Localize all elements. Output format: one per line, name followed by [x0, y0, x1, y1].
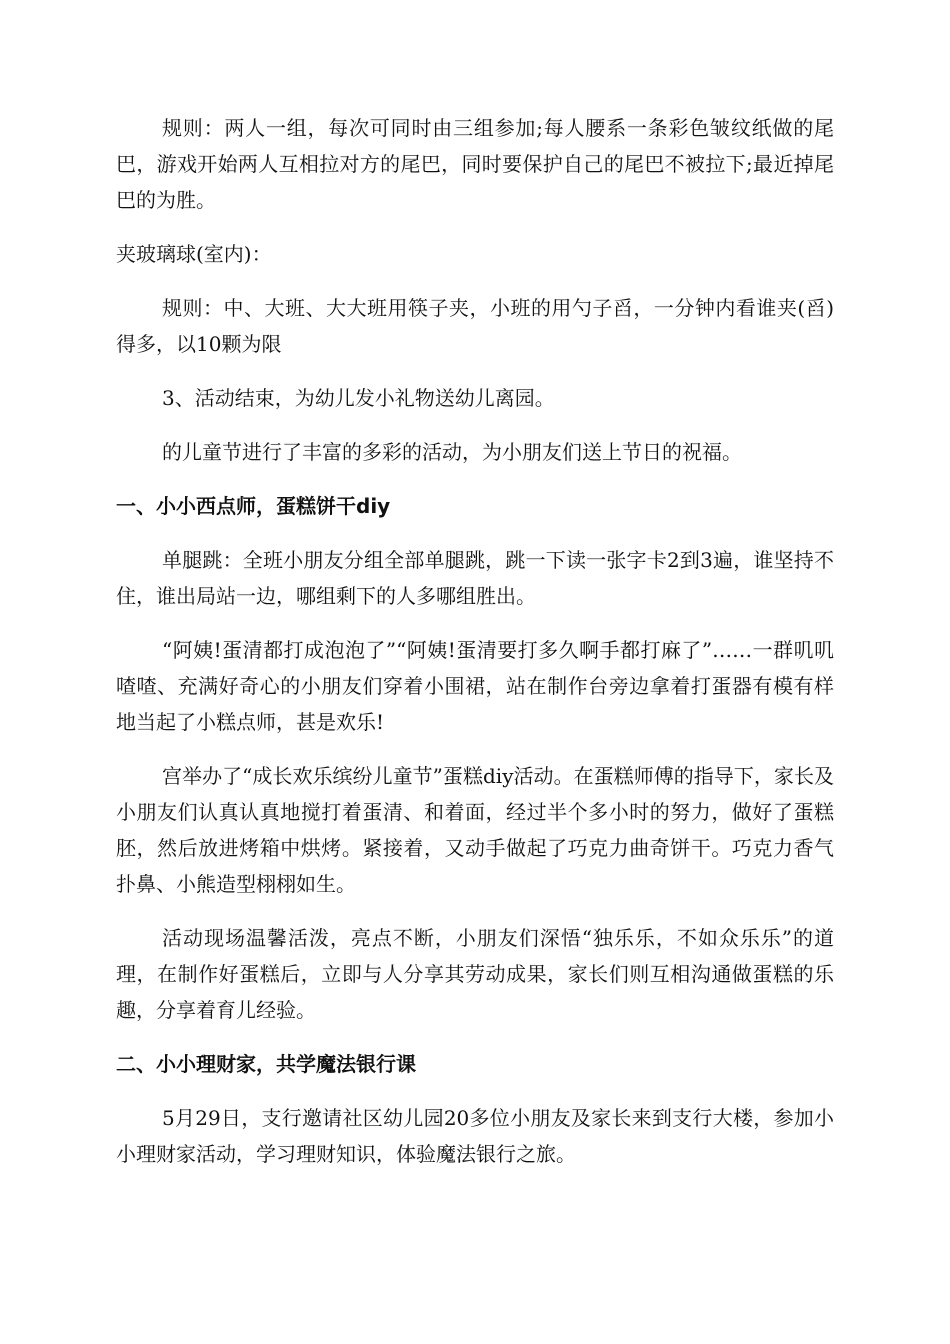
paragraph-tail-pulling-rules: 规则：两人一组，每次可同时由三组参加;每人腰系一条彩色皱纹纸做的尾巴，游戏开始两人互相拉对方的尾巴，同时要保护自己的尾巴不被拉下;最近掉尾巴的为胜。	[116, 116, 834, 212]
paragraph-activity-scene: 活动现场温馨活泼，亮点不断，小朋友们深悟“独乐乐，不如众乐乐”的道理，在制作好蛋糕后，立即与人分享其劳动成果，家长们则互相沟通做蛋糕的乐趣，分享着育儿经验。	[116, 926, 834, 1022]
paragraph-one-leg-jump: 单腿跳：全班小朋友分组全部单腿跳，跳一下读一张字卡2到3遍，谁坚持不住，谁出局站一边，哪组剩下的人多哪组胜出。	[116, 548, 834, 608]
section-heading-finance: 二、小小理财家，共学魔法银行课	[116, 1052, 416, 1076]
paragraph-bank-visit: 5月29日，支行邀请社区幼儿园20多位小朋友及家长来到支行大楼，参加小小理财家活动，学习理财知识，体验魔法银行之旅。	[116, 1106, 834, 1166]
paragraph-glass-ball-title: 夹玻璃球(室内)：	[116, 242, 272, 266]
document-page	[116, 110, 834, 1190]
section-heading-pastry: 一、小小西点师，蛋糕饼干diy	[116, 494, 391, 518]
paragraph-activity-end: 3、活动结束，为幼儿发小礼物送幼儿离园。	[162, 386, 555, 410]
paragraph-childrens-day: 的儿童节进行了丰富的多彩的活动，为小朋友们送上节日的祝福。	[162, 440, 742, 464]
paragraph-glass-ball-rules: 规则：中、大班、大大班用筷子夹，小班的用勺子舀，一分钟内看谁夹(舀)得多，以10颗为限	[116, 296, 834, 356]
paragraph-egg-whites: “阿姨!蛋清都打成泡泡了”“阿姨!蛋清要打多久啊手都打麻了”……一群叽叽喳喳、充满好奇心的小朋友们穿着小围裙，站在制作台旁边拿着打蛋器有模有样地当起了小糕点师，甚是欢乐!	[116, 638, 834, 734]
paragraph-cake-diy: 宫举办了“成长欢乐缤纷儿童节”蛋糕diy活动。在蛋糕师傅的指导下，家长及小朋友们认真认真地搅打着蛋清、和着面，经过半个多小时的努力，做好了蛋糕胚，然后放进烤箱中烘烤。紧接着，又动手做起了巧克力曲奇饼干。巧克力香气扑鼻、小熊造型栩栩如生。	[116, 764, 834, 896]
